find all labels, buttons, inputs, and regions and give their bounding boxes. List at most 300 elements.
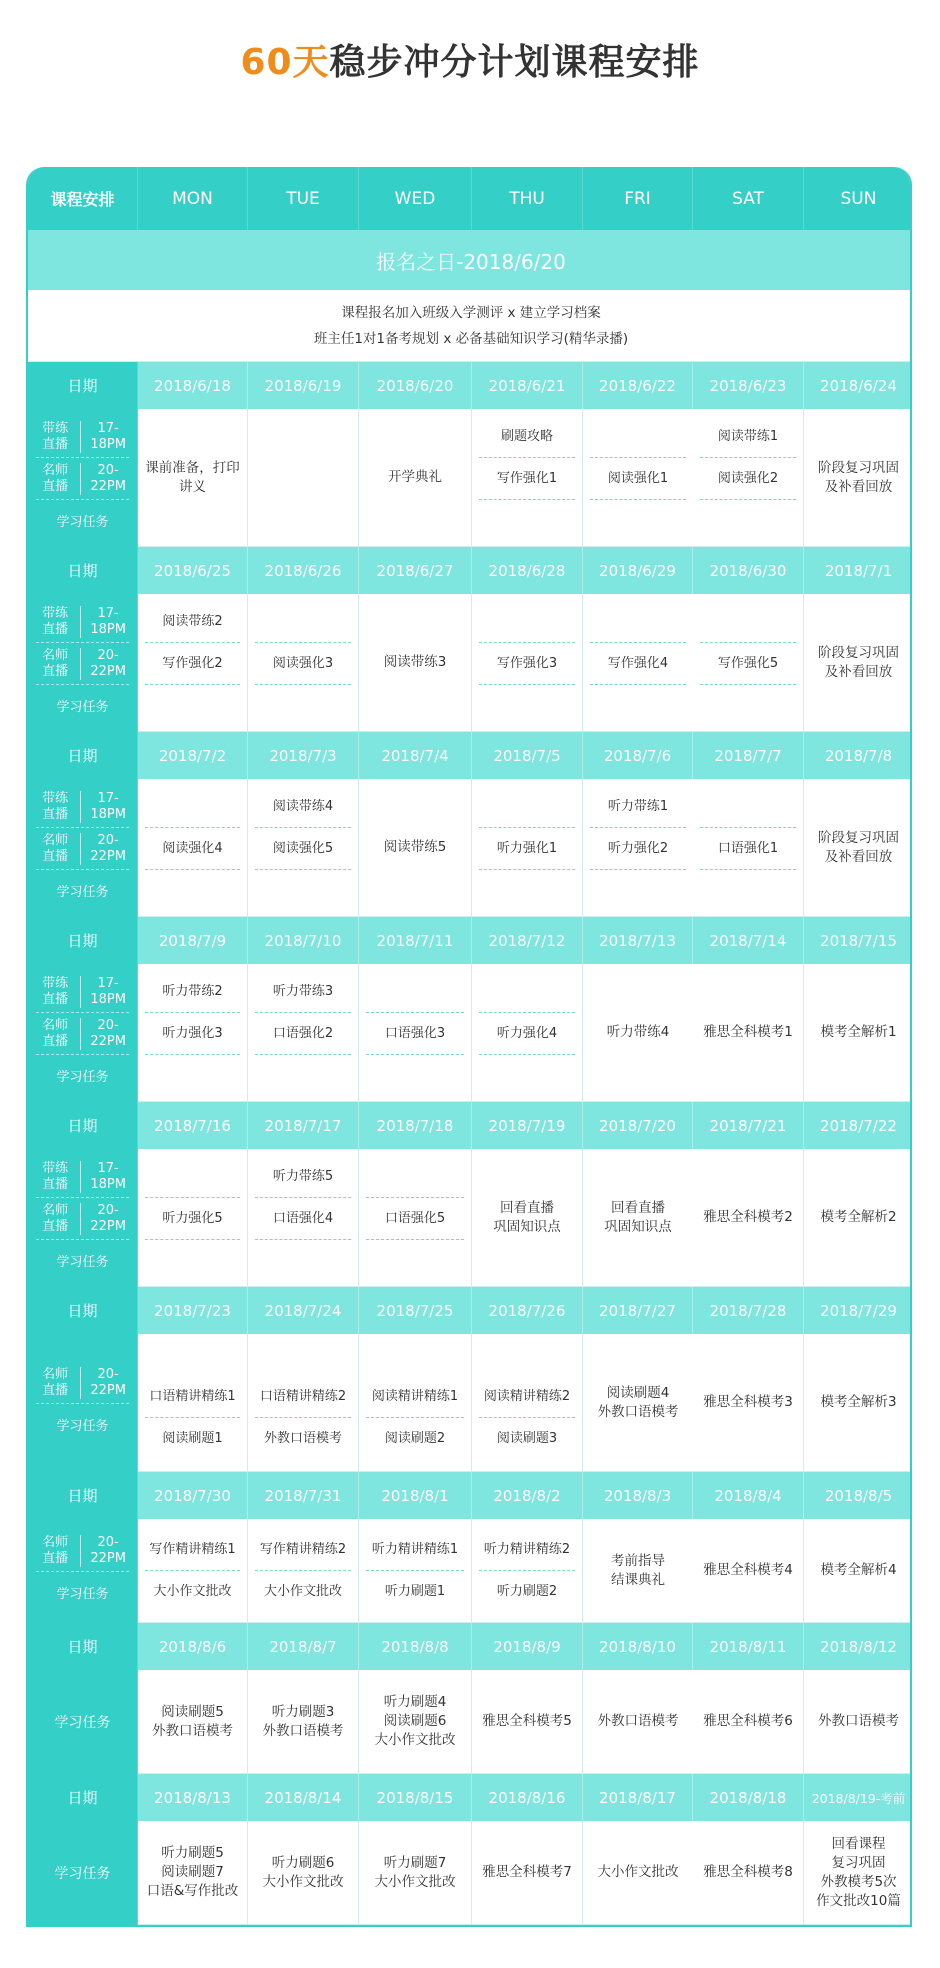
- task-slot: [479, 500, 575, 540]
- day-cell: [583, 1670, 693, 1774]
- cell-line: 名师: [42, 1017, 69, 1033]
- practice-time: [81, 976, 129, 1008]
- master-session: 口语强化5: [366, 1198, 464, 1240]
- practice-label: [36, 976, 81, 1008]
- date-cell: 2018/7/16: [138, 1102, 248, 1149]
- date-cell: 2018/7/31: [248, 1472, 359, 1519]
- header-day: SUN: [804, 167, 912, 230]
- date-cell: 2018/8/18: [693, 1774, 804, 1821]
- date-cell: 2018/6/22: [583, 362, 693, 409]
- header-day: TUE: [248, 167, 359, 230]
- master-session: 写作精讲精练2: [255, 1529, 351, 1571]
- cell-line: 20-22: [90, 1366, 119, 1398]
- cell-line: 直播: [42, 1176, 69, 1192]
- master-session: 阅读精讲精练1: [366, 1376, 464, 1418]
- date-cell: 2018/8/10: [583, 1623, 693, 1670]
- practice-time: [81, 606, 129, 638]
- task-slot: [700, 500, 796, 540]
- cell-line: 直播: [42, 1382, 69, 1398]
- cell-line: 模考全解析4: [820, 1562, 897, 1578]
- task-slot: [366, 1240, 464, 1280]
- day-cell: [248, 1519, 359, 1623]
- cell-line: 阶段复习巩固: [818, 829, 899, 846]
- cell-line: 17-18: [90, 420, 119, 452]
- cell-line: 20-22: [90, 1017, 119, 1049]
- date-cell: 2018/7/15: [804, 917, 912, 964]
- cell-line: 外教口语模考: [818, 1713, 899, 1729]
- task-slot: [479, 685, 575, 725]
- day-cell: [472, 1334, 583, 1472]
- date-cell: 2018/8/11: [693, 1623, 804, 1670]
- cell-line: 阅读刷题6: [383, 1713, 447, 1729]
- task-slot: [145, 685, 240, 725]
- date-cell: 2018/6/25: [138, 547, 248, 594]
- master-time: [81, 463, 129, 495]
- practice-label: [36, 1161, 81, 1193]
- task-slot: [255, 1240, 351, 1280]
- task-slot: [255, 685, 351, 725]
- cell-line: 雅思全科模考5: [482, 1713, 572, 1729]
- date-cell: 2018/6/26: [248, 547, 359, 594]
- cell-line: PM: [106, 848, 126, 864]
- cell-line: 大小作文批改: [374, 1873, 456, 1890]
- practice-live-label: [36, 601, 129, 643]
- date-cell: 2018/8/1: [359, 1472, 472, 1519]
- day-cell: [138, 1670, 248, 1774]
- intro-line: 课程报名加入班级入学测评 x 建立学习档案: [341, 304, 601, 321]
- date-cell: 2018/8/12: [804, 1623, 912, 1670]
- cell-line: PM: [106, 436, 126, 452]
- date-cell: 2018/7/27: [583, 1287, 693, 1334]
- master-session: 听力强化1: [479, 828, 575, 870]
- cell-line: 阅读刷题4: [606, 1384, 670, 1401]
- day-cell: [804, 409, 912, 547]
- day-cell: [472, 1149, 583, 1287]
- task-item: 听力刷题2: [496, 1584, 558, 1599]
- practice-session: [479, 786, 575, 828]
- cell-line: 名师: [42, 1202, 69, 1218]
- day-cell: [248, 1334, 359, 1472]
- day-cell: [472, 409, 583, 547]
- practice-session: [700, 786, 796, 828]
- practice-time: [81, 791, 129, 823]
- row-side-label: [28, 1670, 138, 1774]
- master-time: [81, 833, 129, 865]
- date-cell: 2018/7/26: [472, 1287, 583, 1334]
- day-cell: [804, 1670, 912, 1774]
- master-live-label: [36, 1530, 129, 1572]
- task-slot: [590, 685, 686, 725]
- master-session: 写作强化4: [590, 643, 686, 685]
- task-item: 阅读刷题1: [162, 1431, 223, 1446]
- task-slot: [700, 685, 796, 725]
- date-cell: 2018/7/24: [248, 1287, 359, 1334]
- master-session: 听力精讲精练1: [366, 1529, 464, 1571]
- day-cell: [138, 779, 248, 917]
- cell-line: 带练: [42, 420, 69, 436]
- date-cell: 2018/8/9: [472, 1623, 583, 1670]
- day-cell: [248, 964, 359, 1102]
- day-cell: [472, 1821, 583, 1925]
- cell-line: 回看课程: [831, 1835, 886, 1852]
- date-cell: 2018/8/16: [472, 1774, 583, 1821]
- day-cell: [359, 964, 472, 1102]
- day-cell: [693, 1821, 804, 1925]
- row-side-label: [28, 779, 138, 917]
- day-cell: [359, 1821, 472, 1925]
- cell-line: 阅读带练5: [383, 839, 447, 855]
- cell-line: 雅思全科模考2: [703, 1209, 793, 1225]
- practice-live-label: [36, 1156, 129, 1198]
- date-cell: 2018/7/2: [138, 732, 248, 779]
- day-cell: [138, 1519, 248, 1623]
- cell-line: 直播: [42, 1550, 69, 1566]
- day-cell: [583, 1334, 693, 1472]
- cell-line: 名师: [42, 832, 69, 848]
- practice-session: 听力带练1: [590, 786, 686, 828]
- practice-session: 阅读带练4: [255, 786, 351, 828]
- cell-line: 外教口语模考: [597, 1403, 679, 1420]
- cell-line: PM: [106, 1033, 126, 1049]
- task-item: 阅读刷题2: [384, 1431, 446, 1446]
- practice-session: [145, 1156, 240, 1198]
- cell-line: PM: [106, 991, 126, 1007]
- day-cell: [138, 1334, 248, 1472]
- cell-line: 雅思全科模考4: [703, 1562, 793, 1578]
- row-side-label: [28, 964, 138, 1102]
- practice-label: [36, 421, 81, 453]
- cell-line: 听力带练4: [606, 1024, 670, 1040]
- master-session: 写作强化1: [479, 458, 575, 500]
- date-cell: 2018/6/29: [583, 547, 693, 594]
- header-day: WED: [359, 167, 472, 230]
- cell-line: 带练: [42, 1160, 69, 1176]
- date-cell: 2018/6/28: [472, 547, 583, 594]
- task-slot: [366, 1055, 464, 1095]
- task-slot: [590, 500, 686, 540]
- task-slot: [255, 870, 351, 910]
- date-cell: 2018/8/4: [693, 1472, 804, 1519]
- master-time: [81, 1018, 129, 1050]
- practice-session: [366, 971, 464, 1013]
- date-cell: 2018/7/21: [693, 1102, 804, 1149]
- cell-line: 雅思全科模考1: [703, 1024, 793, 1040]
- page-title: [0, 34, 940, 90]
- cell-line: 模考全解析3: [820, 1394, 897, 1410]
- cell-line: 巩固知识点: [604, 1218, 672, 1235]
- day-cell: [359, 409, 472, 547]
- practice-session: [255, 601, 351, 643]
- cell-line: PM: [106, 1550, 126, 1566]
- cell-line: 及补看回放: [824, 478, 893, 495]
- task-label: 学习任务: [56, 514, 109, 530]
- day-cell: [359, 1149, 472, 1287]
- day-cell: [248, 409, 359, 547]
- cell-line: 雅思全科模考6: [703, 1713, 793, 1729]
- day-cell: [248, 1821, 359, 1925]
- cell-line: PM: [106, 1218, 126, 1234]
- master-session: 口语强化4: [255, 1198, 351, 1240]
- date-cell: 2018/8/3: [583, 1472, 693, 1519]
- cell-line: 雅思全科模考3: [703, 1394, 793, 1410]
- date-cell: 2018/8/7: [248, 1623, 359, 1670]
- day-cell: [359, 1519, 472, 1623]
- cell-line: 外教口语模考: [152, 1722, 233, 1739]
- intro-line: 班主任1对1备考规划 x 必备基础知识学习(精华录播): [313, 330, 629, 347]
- day-cell: [693, 1670, 804, 1774]
- header-day: FRI: [583, 167, 693, 230]
- master-session: 写作强化2: [145, 643, 240, 685]
- date-cell: 2018/6/23: [693, 362, 804, 409]
- day-cell: [248, 1149, 359, 1287]
- cell-line: 直播: [42, 1218, 69, 1234]
- practice-label: [36, 791, 81, 823]
- date-cell: 2018/7/30: [138, 1472, 248, 1519]
- cell-line: 直播: [42, 478, 69, 494]
- task-label: 学习任务: [56, 1254, 109, 1270]
- master-session: 听力强化3: [145, 1013, 240, 1055]
- date-label: 日期: [28, 1287, 138, 1334]
- date-cell: 2018/6/21: [472, 362, 583, 409]
- practice-session: 刷题攻略: [479, 416, 575, 458]
- header-day: MON: [138, 167, 248, 230]
- practice-session: [479, 601, 575, 643]
- master-session: 阅读强化2: [700, 458, 796, 500]
- date-cell: 2018/7/5: [472, 732, 583, 779]
- master-label: [36, 1367, 81, 1399]
- practice-session: 听力带练3: [255, 971, 351, 1013]
- cell-line: 带练: [42, 605, 69, 621]
- date-label: 日期: [28, 917, 138, 964]
- master-session: 阅读强化4: [145, 828, 240, 870]
- day-cell: [693, 779, 804, 917]
- cell-line: PM: [106, 663, 126, 679]
- task-label: 学习任务: [56, 1586, 109, 1602]
- cell-line: 带练: [42, 790, 69, 806]
- master-session: 口语精讲精练1: [145, 1376, 240, 1418]
- day-cell: [693, 1334, 804, 1472]
- date-cell: 2018/7/28: [693, 1287, 804, 1334]
- master-session: 阅读强化5: [255, 828, 351, 870]
- master-label: [36, 1535, 81, 1567]
- task-slot: [145, 1055, 240, 1095]
- task-slot: [479, 870, 575, 910]
- day-cell: [472, 779, 583, 917]
- day-cell: [138, 964, 248, 1102]
- cell-line: 听力刷题6: [271, 1854, 335, 1871]
- practice-session: 听力带练5: [255, 1156, 351, 1198]
- cell-line: 外教口语模考: [262, 1722, 344, 1739]
- row-side-label: [28, 594, 138, 732]
- date-cell: 2018/7/20: [583, 1102, 693, 1149]
- enroll-banner: 报名之日-2018/6/20: [28, 230, 912, 290]
- task-slot: [145, 1240, 240, 1280]
- cell-line: 直播: [42, 848, 69, 864]
- date-cell: 2018/7/17: [248, 1102, 359, 1149]
- day-cell: [138, 409, 248, 547]
- day-cell: [138, 594, 248, 732]
- date-cell: 2018/8/5: [804, 1472, 912, 1519]
- master-session: 阅读精讲精练2: [479, 1376, 575, 1418]
- cell-line: 大小作文批改: [597, 1864, 679, 1880]
- cell-line: 听力刷题7: [383, 1854, 447, 1871]
- date-cell: 2018/6/18: [138, 362, 248, 409]
- title-highlight: 60天: [240, 42, 330, 83]
- cell-line: 17-18: [90, 605, 119, 637]
- day-cell: [359, 594, 472, 732]
- date-cell: 2018/7/7: [693, 732, 804, 779]
- cell-line: 20-22: [90, 462, 119, 494]
- row-side-label: [28, 409, 138, 547]
- master-label: [36, 1203, 81, 1235]
- header-day: SAT: [693, 167, 804, 230]
- master-session: 听力强化5: [145, 1198, 240, 1240]
- cell-line: 名师: [42, 1366, 69, 1382]
- task-slot: [145, 870, 240, 910]
- task-item: 大小作文批改: [153, 1584, 232, 1599]
- cell-line: 及补看回放: [824, 663, 893, 680]
- practice-live-label: [36, 786, 129, 828]
- date-cell: 2018/8/6: [138, 1623, 248, 1670]
- date-cell: 2018/6/19: [248, 362, 359, 409]
- date-cell: 2018/6/30: [693, 547, 804, 594]
- day-cell: [359, 1334, 472, 1472]
- master-time: [81, 1367, 129, 1399]
- master-time: [81, 1535, 129, 1567]
- intro-text: [28, 290, 912, 362]
- day-cell: [472, 1519, 583, 1623]
- date-cell: 2018/8/8: [359, 1623, 472, 1670]
- cell-line: 17-18: [90, 1160, 119, 1192]
- cell-line: 带练: [42, 975, 69, 991]
- date-cell: 2018/7/6: [583, 732, 693, 779]
- cell-line: 巩固知识点: [493, 1218, 561, 1235]
- cell-line: 口语&写作批改: [146, 1883, 239, 1899]
- task-label: 学习任务: [54, 1866, 111, 1882]
- master-session: 口语强化1: [700, 828, 796, 870]
- cell-line: PM: [106, 621, 126, 637]
- cell-line: 名师: [42, 647, 69, 663]
- date-cell: 2018/7/1: [804, 547, 912, 594]
- cell-line: 阅读刷题7: [161, 1864, 224, 1880]
- master-label: [36, 833, 81, 865]
- cell-line: 雅思全科模考7: [482, 1864, 572, 1880]
- task-label: 学习任务: [56, 1069, 109, 1085]
- practice-session: [145, 786, 240, 828]
- day-cell: [583, 779, 693, 917]
- cell-line: 及补看回放: [824, 848, 893, 865]
- cell-line: 直播: [42, 991, 69, 1007]
- cell-line: 直播: [42, 436, 69, 452]
- day-cell: [804, 594, 912, 732]
- cell-line: 复习巩固: [831, 1854, 886, 1871]
- cell-line: 外教模考5次: [820, 1873, 897, 1890]
- task-label: 学习任务: [56, 699, 109, 715]
- master-session: 听力强化2: [590, 828, 686, 870]
- master-label: [36, 463, 81, 495]
- cell-line: 考前指导: [611, 1552, 665, 1569]
- day-cell: [472, 594, 583, 732]
- day-cell: [248, 779, 359, 917]
- date-cell: 2018/8/13: [138, 1774, 248, 1821]
- task-slot: [479, 1055, 575, 1095]
- master-session: 口语精讲精练2: [255, 1376, 351, 1418]
- date-label: 日期: [28, 1623, 138, 1670]
- date-cell: 2018/8/2: [472, 1472, 583, 1519]
- cell-line: 听力刷题5: [161, 1845, 224, 1861]
- cell-line: 阶段复习巩固: [818, 459, 899, 476]
- day-cell: [583, 1821, 693, 1925]
- date-label: 日期: [28, 1472, 138, 1519]
- day-cell: [693, 964, 804, 1102]
- date-label: 日期: [28, 732, 138, 779]
- date-cell: 2018/7/23: [138, 1287, 248, 1334]
- date-cell: 2018/7/18: [359, 1102, 472, 1149]
- task-label: 学习任务: [54, 1715, 111, 1731]
- date-cell: 2018/8/19-考前: [804, 1774, 912, 1821]
- task-item: 大小作文批改: [263, 1584, 342, 1599]
- task-label: 学习任务: [56, 884, 109, 900]
- cell-line: 模考全解析2: [820, 1209, 897, 1225]
- date-cell: 2018/7/4: [359, 732, 472, 779]
- cell-line: 听力刷题3: [271, 1703, 335, 1720]
- task-slot: [700, 870, 796, 910]
- cell-line: PM: [106, 478, 126, 494]
- day-cell: [583, 1519, 693, 1623]
- date-cell: 2018/7/22: [804, 1102, 912, 1149]
- date-cell: 2018/7/29: [804, 1287, 912, 1334]
- day-cell: [138, 1149, 248, 1287]
- date-cell: 2018/6/24: [804, 362, 912, 409]
- master-session: 写作强化3: [479, 643, 575, 685]
- master-live-label: [36, 1198, 129, 1240]
- cell-line: 大小作文批改: [374, 1732, 456, 1748]
- day-cell: [248, 1670, 359, 1774]
- day-cell: [138, 1821, 248, 1925]
- date-cell: 2018/6/20: [359, 362, 472, 409]
- cell-line: 回看直播: [500, 1199, 554, 1216]
- day-cell: [693, 1519, 804, 1623]
- day-cell: [804, 779, 912, 917]
- practice-live-label: [36, 416, 129, 458]
- master-label: [36, 1018, 81, 1050]
- date-cell: 2018/8/14: [248, 1774, 359, 1821]
- practice-session: [590, 601, 686, 643]
- practice-session: [590, 416, 686, 458]
- master-live-label: [36, 1362, 129, 1404]
- task-item: 听力刷题1: [384, 1584, 446, 1599]
- practice-time: [81, 421, 129, 453]
- date-cell: 2018/7/25: [359, 1287, 472, 1334]
- cell-line: 阶段复习巩固: [818, 644, 899, 661]
- day-cell: [248, 594, 359, 732]
- title-text: 稳步冲分计划课程安排: [329, 42, 700, 83]
- row-side-label: [28, 1334, 138, 1472]
- practice-session: [479, 971, 575, 1013]
- cell-line: 大小作文批改: [262, 1873, 344, 1890]
- cell-line: 17-18: [90, 790, 119, 822]
- master-session: 口语强化3: [366, 1013, 464, 1055]
- date-cell: 2018/7/11: [359, 917, 472, 964]
- cell-line: 雅思全科模考8: [703, 1864, 793, 1880]
- cell-line: 20-22: [90, 647, 119, 679]
- practice-session: [366, 1156, 464, 1198]
- date-cell: 2018/8/15: [359, 1774, 472, 1821]
- master-session: 听力精讲精练2: [479, 1529, 575, 1571]
- header-label: 课程安排: [28, 167, 138, 230]
- master-time: [81, 1203, 129, 1235]
- cell-line: 开学典礼: [388, 469, 442, 485]
